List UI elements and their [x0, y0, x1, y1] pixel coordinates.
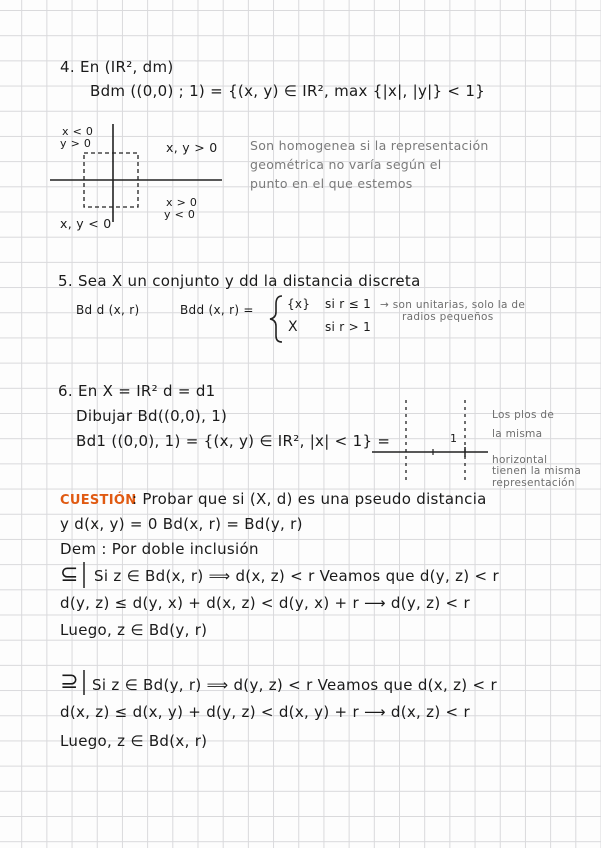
question-line2: y d(x, y) = 0 Bd(x, r) = Bd(y, r): [60, 515, 303, 533]
s5-ball-label: Bd d (x, r): [76, 303, 140, 317]
subset-icon: ⊆: [60, 562, 79, 587]
s4-note-line1: Son homogenea si la representación: [250, 138, 489, 153]
s4-quadrant-label-br2: y < 0: [164, 208, 196, 221]
superset-icon: ⊇: [60, 669, 79, 694]
s5-note-line1: → son unitarias, solo la de: [380, 299, 526, 311]
question-line1: : Probar que si (X, d) es una pseudo distancia: [132, 490, 487, 508]
inclusion2-line2: d(x, z) ≤ d(x, y) + d(y, z) < d(x, y) + r ⟶ d(x, z) < r: [60, 703, 470, 721]
s6-note-line1: Los plos de: [492, 409, 555, 421]
proof-heading: Dem : Por doble inclusión: [60, 540, 259, 558]
s6-heading: 6. En X = IR² d = d1: [58, 382, 216, 400]
s5-case2-condition: si r > 1: [325, 320, 372, 334]
s5-case1-condition: si r ≤ 1: [325, 297, 372, 311]
inclusion2-conclusion: Luego, z ∈ Bd(x, r): [60, 732, 208, 750]
inclusion1-conclusion: Luego, z ∈ Bd(y, r): [60, 621, 208, 639]
s6-instruction: Dibujar Bd((0,0), 1): [76, 407, 228, 425]
s6-note-line2: la misma: [492, 428, 543, 440]
s4-ball-definition: Bdm ((0,0) ; 1) = {(x, y) ∈ IR², max {|x|, |y|} < 1}: [90, 82, 486, 100]
inclusion1-line2: d(y, z) ≤ d(y, x) + d(x, z) < d(y, x) + r ⟶ d(y, z) < r: [60, 594, 470, 612]
s6-note-line3: horizontal: [492, 454, 548, 466]
question-label: CUESTIÓN: [60, 493, 137, 508]
s6-ball-definition: Bd1 ((0,0), 1) = {(x, y) ∈ IR², |x| < 1} =: [76, 432, 391, 450]
s5-note-line2: radios pequeños: [402, 311, 494, 323]
inclusion1-line1: Si z ∈ Bd(x, r) ⟹ d(x, z) < r Veamos que d(y, z) < r: [94, 567, 499, 585]
s5-ball-definition: Bdd (x, r) =: [180, 303, 254, 317]
s6-note-line5: representación: [492, 477, 575, 489]
s4-note-line3: punto en el que estemos: [250, 176, 413, 191]
s4-quadrant-label-tr: x, y > 0: [166, 140, 218, 155]
s4-note-line2: geométrica no varía según el: [250, 157, 442, 172]
s4-quadrant-label-tl1: x < 0: [62, 125, 94, 138]
s5-heading: 5. Sea X un conjunto y dd la distancia discreta: [58, 272, 421, 290]
s6-axis-tick-label: 1: [450, 432, 458, 445]
s4-heading: 4. En (IR², dm): [60, 58, 174, 76]
inclusion2-line1: Si z ∈ Bd(y, r) ⟹ d(y, z) < r Veamos que d(x, z) < r: [92, 676, 497, 694]
s5-case1-value: {x}: [287, 297, 311, 311]
s5-case2-value: X: [288, 319, 298, 335]
s4-quadrant-label-tl2: y > 0: [60, 137, 92, 150]
s4-quadrant-label-bl: x, y < 0: [60, 216, 112, 231]
s4-quadrant-label-br1: x > 0: [166, 196, 198, 209]
s6-note-line4: tienen la misma: [492, 465, 582, 477]
